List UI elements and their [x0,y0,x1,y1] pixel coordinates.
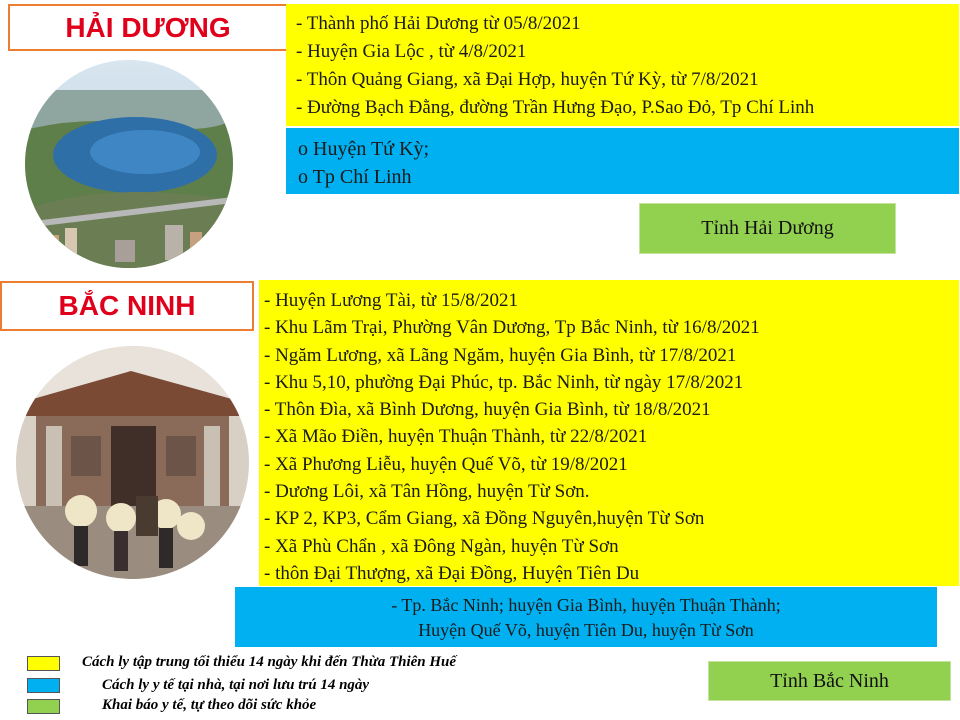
hai-duong-title: HẢI DƯƠNG [65,11,231,43]
list-item: - Ngăm Lương, xã Lãng Ngăm, huyện Gia Bình, từ 17/8/2021 [264,344,737,366]
hai-duong-strict-quarantine-box [286,4,959,126]
list-item: - Xã Phương Liễu, huyện Quế Võ, từ 19/8/2021 [264,453,628,475]
bac-ninh-home-line-2: Huyện Quế Võ, huyện Tiên Du, huyện Từ Sơn [418,620,754,640]
province-label-text: Tỉnh Bắc Ninh [770,669,889,692]
bac-ninh-home-line-1: - Tp. Bắc Ninh; huyện Gia Bình, huyện Thuận Thành; [391,595,781,615]
list-item: - thôn Đại Thượng, xã Đại Đồng, Huyện Tiên Du [264,562,640,584]
legend-label-home: Cách ly y tế tại nhà, tại nơi lưu trú 14 ngày [102,677,370,693]
list-item: o Huyện Tứ Kỳ; [298,138,430,160]
legend-label-strict: Cách ly tập trung tối thiểu 14 ngày khi đến Thừa Thiên Huế [82,654,457,670]
hai-duong-home-list [298,135,959,191]
temple-image [16,346,249,579]
legend-swatch-green [27,699,60,714]
hai-duong-title-box [8,4,288,51]
list-item: - Khu Lãm Trại, Phường Vân Dương, Tp Bắc Ninh, từ 16/8/2021 [264,317,760,339]
legend-swatch-yellow [27,656,60,671]
hai-duong-province-label [639,203,896,254]
list-item: - Thôn Quảng Giang, xã Đại Hợp, huyện Tứ Kỳ, từ 7/8/2021 [296,69,759,90]
lake-city-image [25,60,233,268]
list-item: o Tp Chí Linh [298,166,412,188]
province-label-text: Tỉnh Hải Dương [701,217,834,239]
list-item: - Khu 5,10, phường Đại Phúc, tp. Bắc Ninh, từ ngày 17/8/2021 [264,371,744,393]
hai-duong-strict-list [296,10,959,122]
legend-label-declare: Khai báo y tế, tự theo dõi sức khỏe [102,697,317,713]
hai-duong-home-quarantine-box [286,128,959,194]
bac-ninh-photo [16,346,249,579]
bac-ninh-strict-list [264,287,959,587]
list-item: - Huyện Lương Tài, từ 15/8/2021 [264,290,519,311]
list-item: - Xã Phù Chẩn , xã Đông Ngàn, huyện Từ Sơn [264,535,619,557]
hai-duong-photo [25,60,233,268]
list-item: - Đường Bạch Đằng, đường Trần Hưng Đạo, P.Sao Đỏ, Tp Chí Linh [296,97,815,118]
bac-ninh-home-quarantine-box [235,587,937,647]
legend-swatch-blue [27,678,60,693]
bac-ninh-title: BẮC NINH [58,290,196,321]
list-item: - Thôn Đìa, xã Bình Dương, huyện Gia Bình, từ 18/8/2021 [264,399,711,421]
bac-ninh-title-box [0,281,254,331]
bac-ninh-strict-quarantine-box [259,280,959,586]
bac-ninh-province-label [708,661,951,701]
list-item: - Huyện Gia Lộc , từ 4/8/2021 [296,41,527,62]
list-item: - Dương Lôi, xã Tân Hồng, huyện Từ Sơn. [264,481,590,503]
list-item: - KP 2, KP3, Cẩm Giang, xã Đồng Nguyên,huyện Từ Sơn [264,508,705,530]
list-item: - Thành phố Hải Dương từ 05/8/2021 [296,13,581,34]
list-item: - Xã Mão Điền, huyện Thuận Thành, từ 22/8/2021 [264,426,648,448]
